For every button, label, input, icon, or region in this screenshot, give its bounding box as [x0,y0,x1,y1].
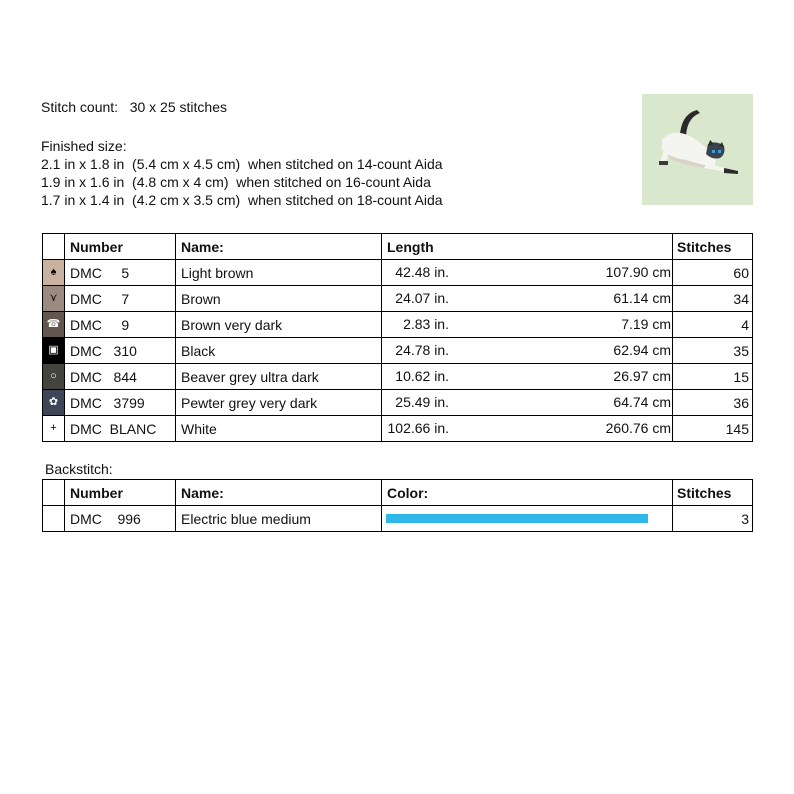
thread-symbol-icon: ⋎ [49,292,58,305]
length-cm: 64.74 cm [613,394,671,410]
length-cm: 26.97 cm [613,368,671,384]
thread-symbol-icon: + [50,422,57,435]
finished-size-16-count: 1.9 in x 1.6 in (4.8 cm x 4 cm) when stitched on 16-count Aida [41,174,431,190]
length-cell [382,338,673,364]
stitch-count-cell: 36 [673,390,753,416]
thread-symbol-icon: ○ [50,370,57,383]
finished-size-block [41,137,443,209]
table-row [43,364,753,390]
table-row [43,338,753,364]
pattern-preview-image [642,94,753,205]
number-header: Number [65,234,176,260]
length-inches: 24.78 in. [395,342,449,358]
thread-symbol-icon: ☎ [46,318,61,331]
table-row [43,506,753,532]
thread-name: Black [176,338,382,364]
thread-number: DMC BLANC [65,416,176,442]
length-cell [382,390,673,416]
symbol-cell [43,416,65,442]
length-cm: 61.14 cm [613,290,671,306]
table-row [43,416,753,442]
length-inches: 2.83 in. [403,316,449,332]
stitch-count-cell: 35 [673,338,753,364]
length-cell [382,364,673,390]
cat-pattern-preview [642,94,753,205]
stitch-count-cell: 4 [673,312,753,338]
length-cm: 7.19 cm [621,316,671,332]
thread-table [42,233,753,442]
backstitch-table-header [43,480,753,506]
thread-number: DMC 3799 [65,390,176,416]
length-inches: 42.48 in. [395,264,449,280]
name-header: Name: [176,480,382,506]
backstitch-color-swatch [386,514,648,523]
table-row [43,312,753,338]
number-header: Number [65,480,176,506]
backstitch-table [42,479,753,532]
symbol-cell [43,390,65,416]
symbol-header [43,480,65,506]
color-cell [382,506,673,532]
thread-number: DMC 9 [65,312,176,338]
color-header: Color: [382,480,673,506]
finished-size-18-count: 1.7 in x 1.4 in (4.2 cm x 3.5 cm) when stitched on 18-count Aida [41,192,443,208]
symbol-cell [43,506,65,532]
finished-size-14-count: 2.1 in x 1.8 in (5.4 cm x 4.5 cm) when stitched on 14-count Aida [41,156,443,172]
table-row [43,390,753,416]
stitch-count-cell: 34 [673,286,753,312]
length-inches: 24.07 in. [395,290,449,306]
thread-symbol-icon: ✿ [48,396,59,409]
length-inches: 25.49 in. [395,394,449,410]
symbol-cell [43,338,65,364]
thread-number: DMC 844 [65,364,176,390]
symbol-cell [43,286,65,312]
thread-name: Beaver grey ultra dark [176,364,382,390]
symbol-header [43,234,65,260]
thread-symbol-icon: ▣ [48,344,59,357]
table-row [43,260,753,286]
stitch-count: Stitch count: 30 x 25 stitches [41,99,227,115]
thread-table-header [43,234,753,260]
stitch-count-cell: 3 [673,506,753,532]
backstitch-label: Backstitch: [45,461,113,477]
length-inches: 102.66 in. [387,420,449,436]
name-header: Name: [176,234,382,260]
thread-name: White [176,416,382,442]
length-cm: 260.76 cm [605,420,671,436]
thread-name: Electric blue medium [176,506,382,532]
finished-size-title: Finished size: [41,138,127,154]
thread-name: Brown [176,286,382,312]
symbol-cell [43,364,65,390]
thread-name: Pewter grey very dark [176,390,382,416]
stitch-count-cell: 145 [673,416,753,442]
stitches-header: Stitches [673,480,753,506]
length-cell [382,286,673,312]
thread-number: DMC 310 [65,338,176,364]
thread-name: Light brown [176,260,382,286]
stitch-count-cell: 60 [673,260,753,286]
stitches-header: Stitches [673,234,753,260]
length-inches: 10.62 in. [395,368,449,384]
table-row [43,286,753,312]
symbol-cell [43,260,65,286]
length-cell [382,312,673,338]
length-cm: 107.90 cm [605,264,671,280]
thread-number: DMC 5 [65,260,176,286]
thread-name: Brown very dark [176,312,382,338]
length-cm: 62.94 cm [613,342,671,358]
length-header: Length [382,234,673,260]
thread-number: DMC 7 [65,286,176,312]
thread-number: DMC 996 [65,506,176,532]
stitch-count-cell: 15 [673,364,753,390]
length-cell [382,416,673,442]
length-cell [382,260,673,286]
thread-symbol-icon: ♠ [50,266,57,279]
symbol-cell [43,312,65,338]
